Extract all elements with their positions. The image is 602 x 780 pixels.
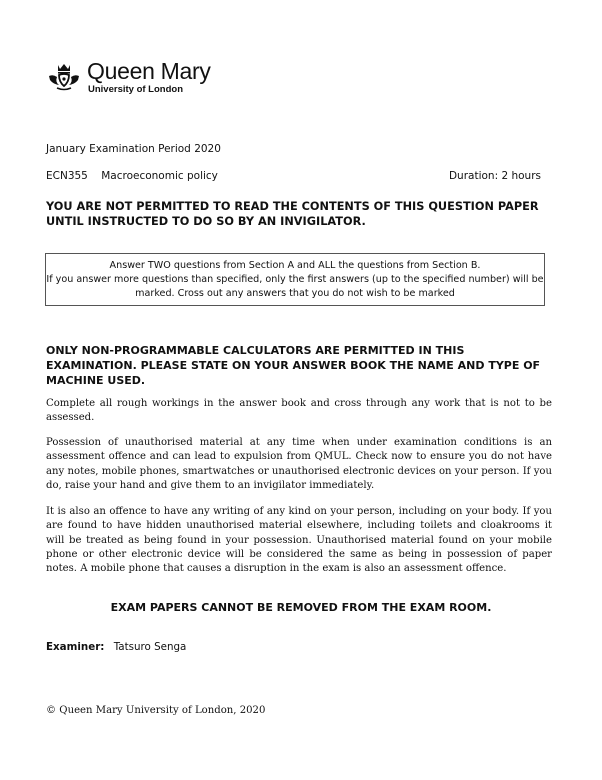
course-code: ECN355 [46,170,88,182]
crown-crest-icon [47,62,81,92]
calculator-notice: ONLY NON-PROGRAMMABLE CALCULATORS ARE PERMITTED IN THIS EXAMINATION. PLEASE STATE ON YOUR ANSWER BOOK THE NAME AND TYPE OF MACHINE USED. [46,344,541,387]
university-logo [47,60,211,95]
paragraph-rough-work: Complete all rough workings in the answer book and cross through any work that is not to be assessed. [46,398,552,424]
copyright-notice: © Queen Mary University of London, 2020 [46,705,266,716]
examiner-name: Tatsuro Senga [113,641,187,653]
instructions-box [45,253,545,306]
exam-duration: Duration: 2 hours [448,170,541,182]
reading-warning: YOU ARE NOT PERMITTED TO READ THE CONTENTS OF THIS QUESTION PAPER UNTIL INSTRUCTED TO DO SO BY AN INVIGILATOR. [46,200,539,228]
instructions-line-1: Answer TWO questions from Section A and ALL the questions from Section B. [109,260,481,271]
exam-period: January Examination Period 2020 [46,143,221,155]
logo-subtitle: University of London [88,84,183,95]
examiner-label: Examiner: [46,641,105,653]
instructions-line-2: If you answer more questions than specified, only the first answers (up to the specified number) will be marked. Cross out any answers that you do not wish to be marked [46,274,544,299]
removal-notice: EXAM PAPERS CANNOT BE REMOVED FROM THE EXAM ROOM. [110,601,492,614]
examiner-line [46,641,186,653]
course-line [46,170,541,182]
course-title: Macroeconomic policy [101,170,218,182]
paragraph-offence: It is also an offence to have any writing of any kind on your person, including on your body. If you are found to have hidden unauthorised material elsewhere, including toilets and cloakrooms it will be treated as being found in your possession. Unauthorised material found on your mobile phone or other electronic device will be considered the same as being in possession of paper notes. A mobile phone that causes a disruption in the exam is also an assessment offence. [46,506,552,575]
logo-name: Queen Mary [87,58,211,84]
paragraph-unauthorised-material: Possession of unauthorised material at any time when under examination conditions is an assessment offence and can lead to expulsion from QMUL. Check now to ensure you do not have any notes, mobile phones, smartwatches or unauthorised electronic devices on your person. If you do, raise your hand and give them to an invigilator immediately. [46,437,552,491]
